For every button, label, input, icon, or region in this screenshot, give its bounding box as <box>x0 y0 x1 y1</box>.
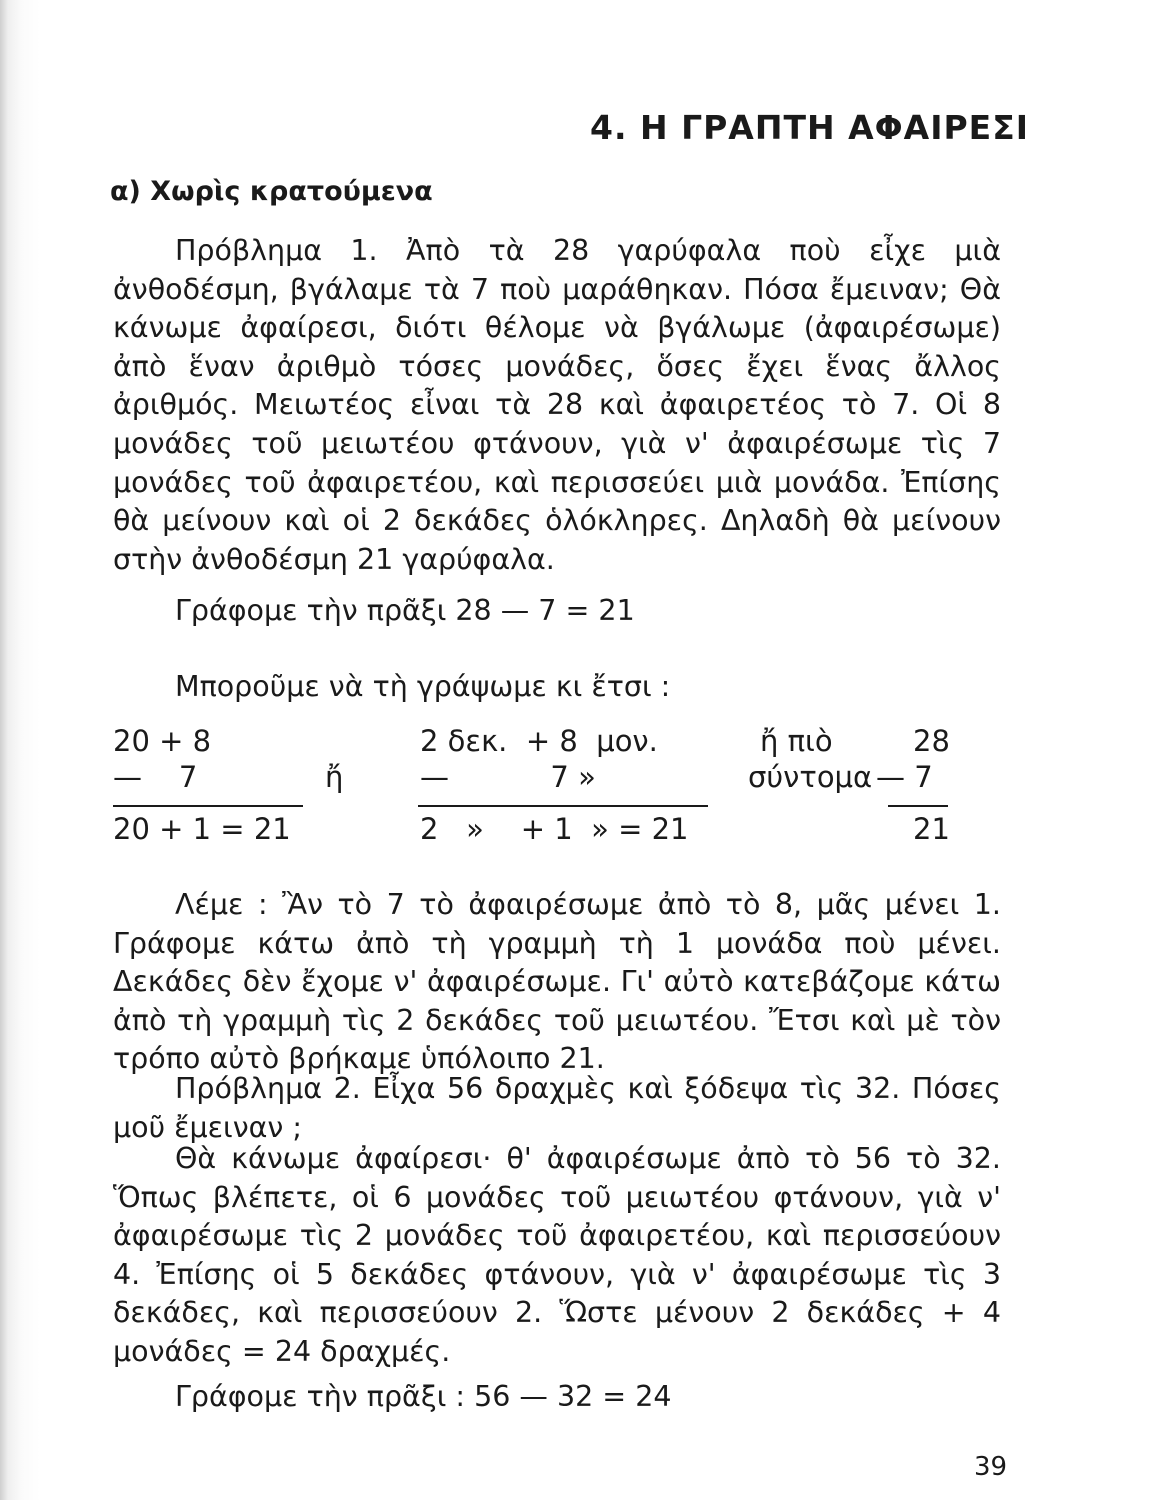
page-number: 39 <box>974 1452 1008 1482</box>
col3-line1: 28 <box>913 724 950 758</box>
explanation-body: Λέμε : Ἂν τὸ 7 τὸ ἀφαιρέσωμε ἀπὸ τὸ 8, μᾶς μένει 1. Γράφομε κάτω ἀπὸ τὴ γραμμὴ τὴ 1 μονάδα ποὺ μένει. Δεκάδες δὲν ἔχομε ν' ἀφαιρέσωμε. Γι' αὐτὸ κατεβάζομε κάτω ἀπὸ τὴ γραμμὴ τὶς 2 δεκάδες τοῦ μειωτέου. Ἔτσι καὶ μὲ τὸν τρόπο αὐτὸ βρήκαμε ὑπόλοιπο 21. <box>113 888 1001 1076</box>
problem-1-body: Πρόβλημα 1. Ἀπὸ τὰ 28 γαρύφαλα ποὺ εἶχε μιὰ ἀνθοδέσμη, βγάλαμε τὰ 7 ποὺ μαράθηκαν. Πόσα ἔμειναν; Θὰ κάνωμε ἀφαίρεσι, διότι θέλομε νὰ βγάλωμε (ἀφαιρέσωμε) ἀπὸ ἕναν ἀριθμὸ τόσες μονάδες, ὅσες ἔχει ἕνας ἄλλος ἀριθμός. Μειωτέος εἶναι τὰ 28 καὶ ἀφαιρετέος τὸ 7. Οἱ 8 μονάδες τοῦ μειωτέου φτάνουν, γιὰ ν' ἀφαιρέσωμε τὶς 7 μονάδες τοῦ ἀφαιρετέου, καὶ περισσεύει μιὰ μονάδα. Ἐπίσης θὰ μείνουν καὶ οἱ 2 δεκάδες ὁλόκληρες. Δηλαδὴ θὰ μείνουν στὴν ἀνθοδέσμη 21 γαρύφαλα. <box>113 234 1001 576</box>
section-title: 4. Η ΓΡΑΠΤΗ ΑΦΑΙΡΕΣΙ <box>590 108 1030 147</box>
col1-line2: — 7 <box>113 760 198 794</box>
col2-rule <box>418 805 708 807</box>
col2-result: 2 » + 1 » = 21 <box>420 812 689 846</box>
equation-2: Γράφομε τὴν πρᾶξι : 56 — 32 = 24 <box>175 1380 672 1413</box>
col1-rule <box>113 805 303 807</box>
col1-result: 20 + 1 = 21 <box>113 812 291 846</box>
problem-2-solution-body: Θὰ κάνωμε ἀφαίρεσι· θ' ἀφαιρέσωμε ἀπὸ τὸ 56 τὸ 32. Ὅπως βλέπετε, οἱ 6 μονάδες τοῦ μειωτέου φτάνουν, γιὰ ν' ἀφαιρέσωμε τὶς 2 μονάδες τοῦ ἀφαιρετέου, καὶ περισσεύουν 4. Ἐπίσης οἱ 5 δεκάδες φτάνουν, γιὰ ν' ἀφαιρέσωμε τὶς 3 δεκάδες, καὶ περισσεύουν 2. Ὥστε μένουν 2 δεκάδες + 4 μονάδες = 24 δραχμές. <box>113 1142 1001 1368</box>
or-label-2: ἤ πιὸ <box>760 724 833 758</box>
col2-line1: 2 δεκ. + 8 μον. <box>420 724 658 758</box>
problem-2-solution <box>113 1140 1001 1372</box>
explanation-text <box>113 886 1001 1079</box>
shorter-label: σύντομα <box>748 760 873 794</box>
col1-line1: 20 + 8 <box>113 724 212 758</box>
col3-line2: — 7 <box>876 760 933 794</box>
col2-line2: — 7 » <box>420 760 596 794</box>
problem-1-text <box>113 232 1001 579</box>
subsection-title: α) Χωρὶς κρατούμενα <box>110 176 433 207</box>
col3-result: 21 <box>913 812 950 846</box>
or-label-1: ἤ <box>325 760 344 794</box>
problem-2-text <box>113 1070 1001 1147</box>
alternative-intro: Μποροῦμε νὰ τὴ γράψωμε κι ἔτσι : <box>175 670 671 703</box>
col3-rule <box>888 805 948 807</box>
equation-1: Γράφομε τὴν πρᾶξι 28 — 7 = 21 <box>175 594 635 627</box>
problem-2-body: Πρόβλημα 2. Εἶχα 56 δραχμὲς καὶ ξόδεψα τὶς 32. Πόσες μοῦ ἔμειναν ; <box>113 1072 1001 1144</box>
